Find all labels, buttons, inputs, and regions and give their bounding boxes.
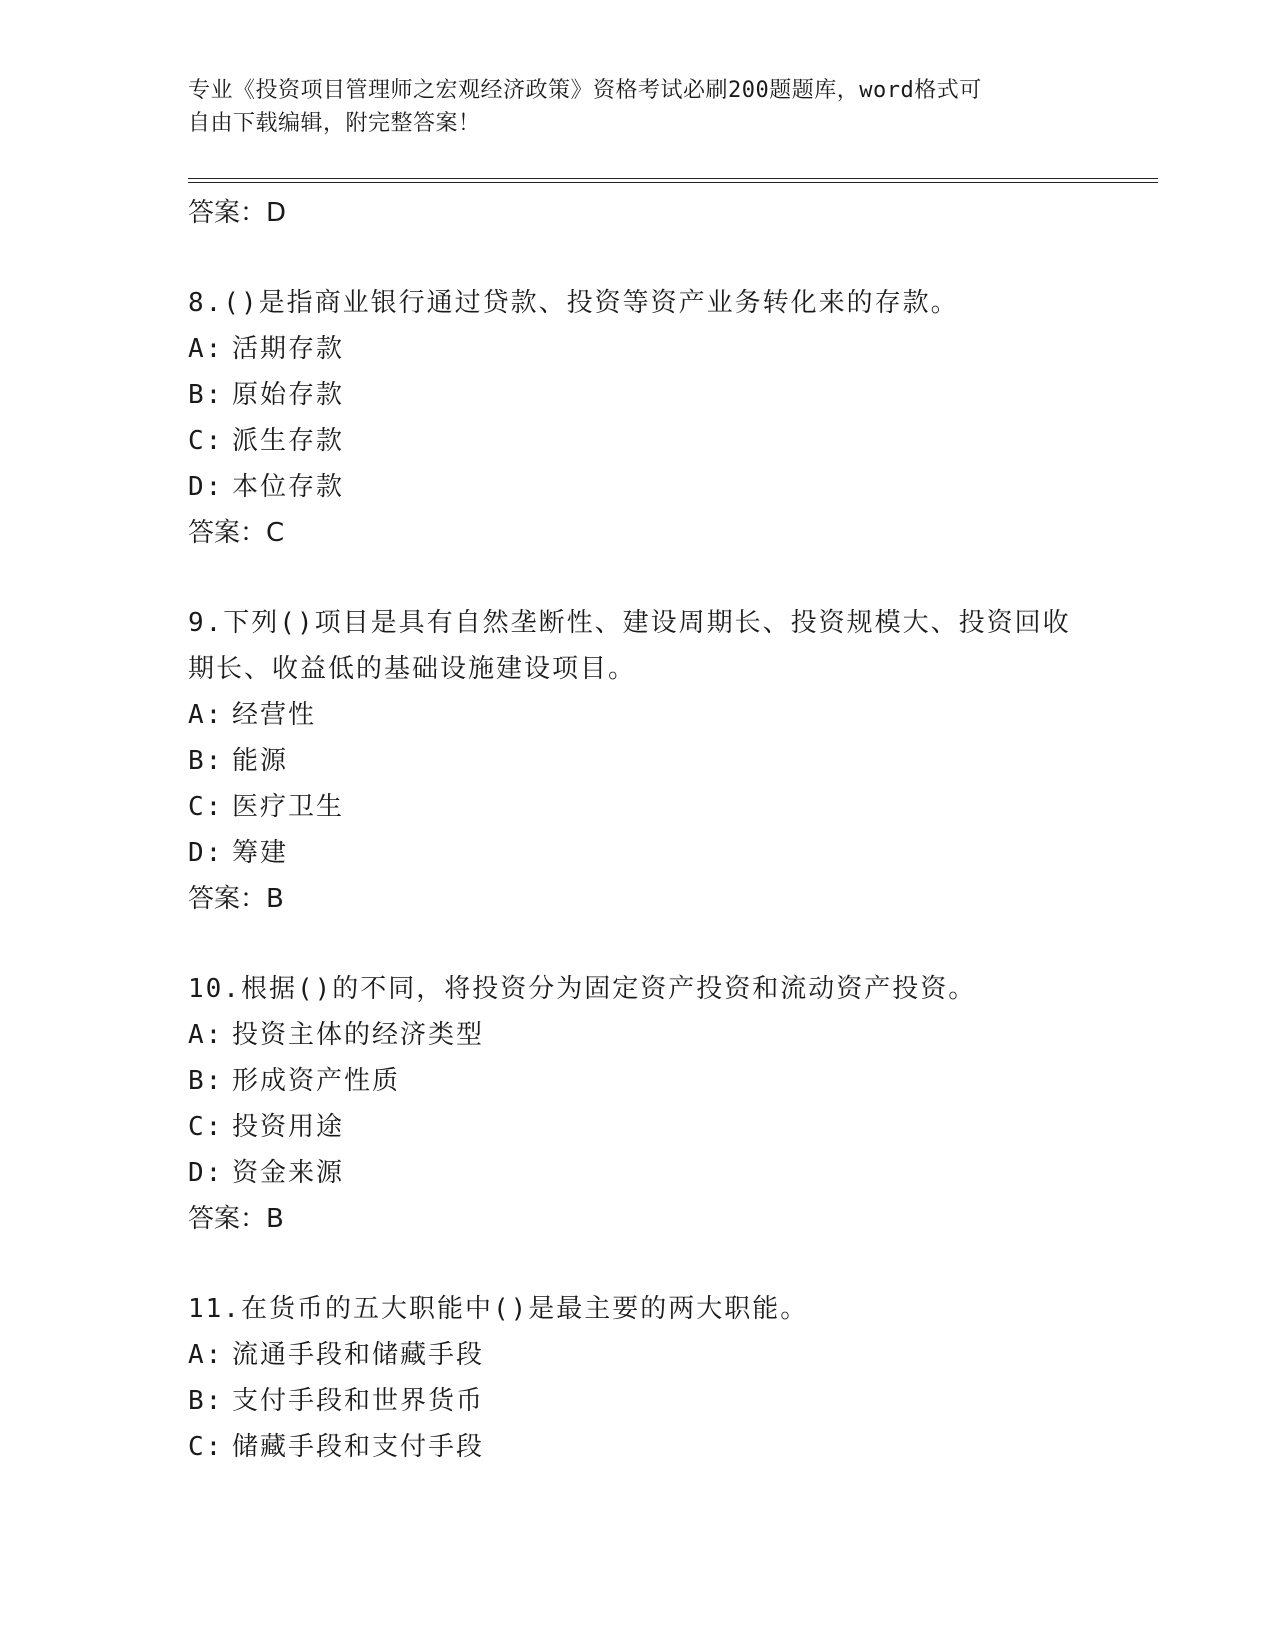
option-a: [188, 1012, 1088, 1058]
question-text: 11.在货币的五大职能中()是最主要的两大职能。: [188, 1294, 809, 1324]
option-text: 形成资产性质: [232, 1066, 401, 1096]
option-key: C:: [188, 426, 224, 456]
option-a: [188, 1332, 1088, 1378]
question-list: [188, 190, 1088, 1470]
option-key: A:: [188, 334, 224, 364]
answer: 答案：B: [188, 884, 284, 914]
question-text: 8.()是指商业银行通过贷款、投资等资产业务转化来的存款。: [188, 288, 959, 318]
option-a: [188, 692, 1088, 738]
option-key: A:: [188, 1340, 224, 1370]
option-d: [188, 830, 1088, 876]
option-c: [188, 418, 1088, 464]
option-c: [188, 1424, 1088, 1470]
option-d: [188, 1150, 1088, 1196]
answer: 答案：B: [188, 1204, 284, 1234]
option-text: 活期存款: [232, 334, 345, 364]
option-key: C:: [188, 1112, 224, 1142]
header-divider: [188, 178, 1158, 183]
option-c: [188, 1104, 1088, 1150]
option-text: 筹建: [232, 838, 289, 868]
answer: 答案：C: [188, 518, 285, 548]
option-key: D:: [188, 1158, 224, 1188]
option-d: [188, 464, 1088, 510]
option-text: 本位存款: [232, 472, 345, 502]
option-key: B:: [188, 746, 224, 776]
answer-previous: 答案：D: [188, 198, 287, 228]
option-key: B:: [188, 380, 224, 410]
question-8: [188, 280, 1088, 556]
question-9: [188, 600, 1088, 922]
option-b: [188, 372, 1088, 418]
question-text: 10.根据()的不同，将投资分为固定资产投资和流动资产投资。: [188, 974, 977, 1004]
document-page: [188, 0, 1158, 1650]
document-header: [188, 74, 1088, 140]
option-text: 能源: [232, 746, 289, 776]
option-text: 投资用途: [232, 1112, 345, 1142]
question-11: [188, 1286, 1088, 1470]
question-10: [188, 966, 1088, 1242]
option-text: 派生存款: [232, 426, 345, 456]
option-key: C:: [188, 792, 224, 822]
question-text: 9.下列()项目是具有自然垄断性、建设周期长、投资规模大、投资回收期长、收益低的基础设施建设项目。: [188, 608, 1071, 684]
option-key: A:: [188, 700, 224, 730]
option-text: 储藏手段和支付手段: [232, 1432, 485, 1462]
header-line-2: 自由下载编辑，附完整答案！: [188, 111, 481, 136]
option-a: [188, 326, 1088, 372]
option-key: D:: [188, 472, 224, 502]
option-text: 医疗卫生: [232, 792, 345, 822]
option-key: C:: [188, 1432, 224, 1462]
option-key: B:: [188, 1066, 224, 1096]
option-key: B:: [188, 1386, 224, 1416]
option-text: 投资主体的经济类型: [232, 1020, 485, 1050]
option-key: A:: [188, 1020, 224, 1050]
option-text: 支付手段和世界货币: [232, 1386, 485, 1416]
option-text: 资金来源: [232, 1158, 345, 1188]
option-b: [188, 1058, 1088, 1104]
option-text: 原始存款: [232, 380, 345, 410]
option-key: D:: [188, 838, 224, 868]
header-line-1: 专业《投资项目管理师之宏观经济政策》资格考试必刷200题题库，word格式可: [188, 78, 982, 103]
option-b: [188, 1378, 1088, 1424]
option-text: 经营性: [232, 700, 317, 730]
option-c: [188, 784, 1088, 830]
option-b: [188, 738, 1088, 784]
option-text: 流通手段和储藏手段: [232, 1340, 485, 1370]
